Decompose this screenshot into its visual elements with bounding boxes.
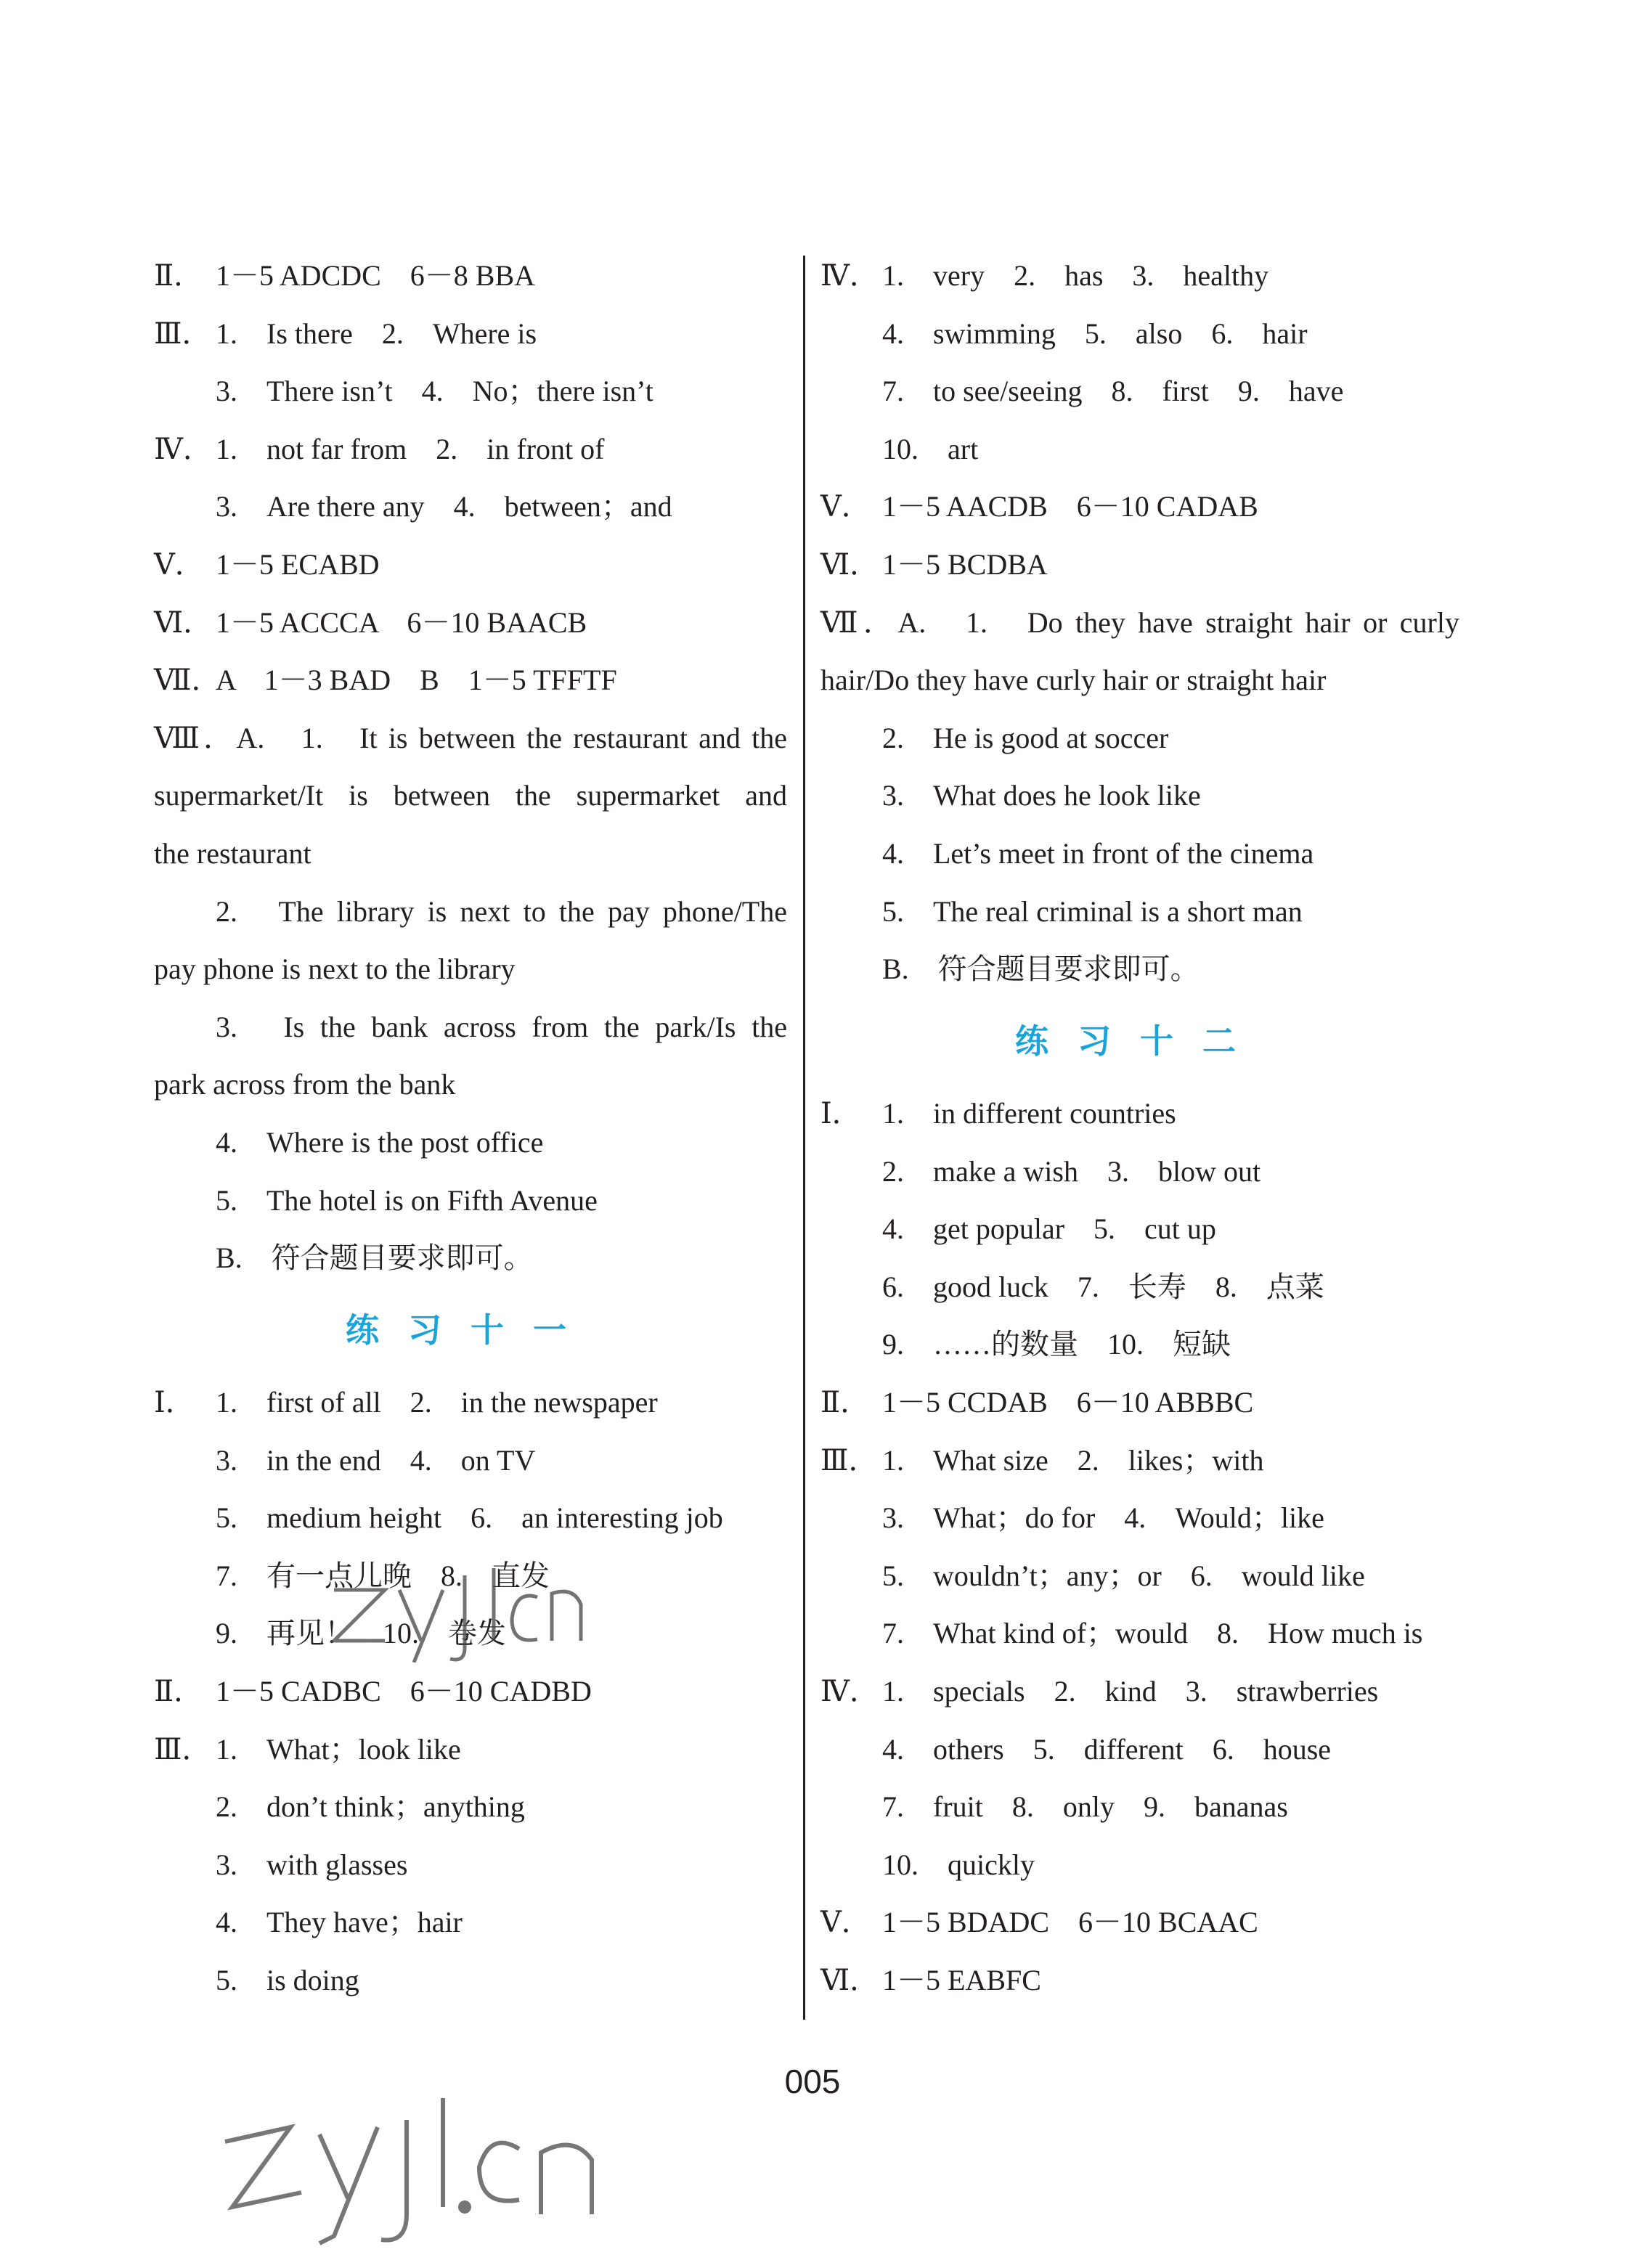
answer-line xyxy=(154,594,787,652)
answer-line xyxy=(820,1315,1459,1374)
section-numeral: Ⅳ． xyxy=(154,432,212,465)
answer-text: 1－5 ADCDC 6－8 BBA xyxy=(216,259,536,292)
answer-text: 1. What；look like xyxy=(216,1732,461,1766)
answer-line xyxy=(154,1951,787,2010)
answer-line xyxy=(820,1143,1459,1201)
answer-text: 7. 有一点儿晚 8. 直发 xyxy=(216,1559,550,1592)
answer-line xyxy=(820,362,1459,420)
answer-line xyxy=(154,1489,787,1547)
answer-line xyxy=(820,1258,1459,1316)
watermark-inline xyxy=(319,1561,595,1663)
answer-line xyxy=(820,1547,1459,1605)
answer-line xyxy=(820,478,1459,536)
watermark-logo xyxy=(211,2091,617,2251)
answer-line xyxy=(154,940,787,998)
answer-text: 7. to see/seeing 8. first 9. have xyxy=(882,375,1344,408)
section-numeral: Ⅵ． xyxy=(820,1964,879,1997)
answer-text: 1. Is there 2. Where is xyxy=(216,317,537,350)
answer-text: 1－5 BCDBA xyxy=(882,547,1048,581)
answer-line xyxy=(820,1893,1459,1951)
answer-line xyxy=(820,536,1459,594)
answer-text: 3. What does he look like xyxy=(882,779,1201,812)
section-numeral: Ⅳ． xyxy=(820,1675,879,1708)
answer-text: 1. What size 2. likes；with xyxy=(882,1443,1264,1477)
answer-line xyxy=(820,825,1459,883)
answer-line xyxy=(154,1778,787,1836)
answer-line xyxy=(154,478,787,536)
answer-text: Ⅶ．A. 1. Do they have straight hair or curly xyxy=(820,605,1459,639)
answer-text: 6. good luck 7. 长寿 8. 点菜 xyxy=(882,1270,1324,1303)
answer-line xyxy=(154,362,787,420)
answer-line xyxy=(154,1229,787,1287)
answer-line xyxy=(154,1432,787,1490)
answer-line xyxy=(154,651,787,709)
section-numeral: Ⅲ． xyxy=(820,1443,878,1477)
answer-line xyxy=(154,1663,787,1721)
answer-line xyxy=(154,1114,787,1172)
answer-text: 1－5 CCDAB 6－10 ABBBC xyxy=(882,1386,1254,1419)
section-numeral: Ⅵ． xyxy=(820,547,879,581)
answer-text: 1－5 BDADC 6－10 BCAAC xyxy=(882,1906,1258,1939)
section-numeral: Ⅱ． xyxy=(820,1386,870,1419)
answer-line xyxy=(820,594,1459,652)
answer-line xyxy=(820,940,1459,998)
answer-line xyxy=(820,1778,1459,1836)
answer-line xyxy=(820,1489,1459,1547)
answer-line xyxy=(820,709,1459,767)
right-answer-column xyxy=(820,247,1459,2010)
answer-line xyxy=(820,305,1459,363)
answer-text: 1. specials 2. kind 3. strawberries xyxy=(882,1675,1379,1708)
answer-text: 4. get popular 5. cut up xyxy=(882,1212,1216,1246)
answer-text: 1－5 CADBC 6－10 CADBD xyxy=(216,1675,592,1708)
answer-line xyxy=(820,247,1459,305)
answer-text: 1. first of all 2. in the newspaper xyxy=(216,1386,658,1419)
answer-line xyxy=(154,305,787,363)
answer-text: park across from the bank xyxy=(154,1068,456,1101)
answer-line xyxy=(820,420,1459,478)
answer-line xyxy=(820,1663,1459,1721)
answer-text: 9. 再见！ 10. 卷发 xyxy=(216,1617,506,1650)
answer-text: 1. not far from 2. in front of xyxy=(216,432,605,465)
answer-text: 3. There isn’t 4. No；there isn’t xyxy=(216,375,653,408)
answer-text: supermarket/It is between the supermarket and xyxy=(154,779,787,812)
answer-text: 4. They have；hair xyxy=(216,1906,463,1939)
answer-line xyxy=(154,1893,787,1951)
answer-text: 4. others 5. different 6. house xyxy=(882,1732,1332,1766)
answer-text: 5. medium height 6. an interesting job xyxy=(216,1501,723,1535)
answer-line xyxy=(820,1200,1459,1258)
answer-text: 4. swimming 5. also 6. hair xyxy=(882,317,1308,350)
section-numeral: Ⅴ． xyxy=(154,547,204,581)
answer-text: 1－5 EABFC xyxy=(882,1964,1041,1997)
answer-text: 1. in different countries xyxy=(882,1097,1176,1130)
answer-line xyxy=(154,1721,787,1779)
answer-line xyxy=(154,1056,787,1114)
answer-line xyxy=(154,1836,787,1894)
answer-line xyxy=(820,1836,1459,1894)
answer-text: 1－5 ECABD xyxy=(216,547,380,581)
answer-line xyxy=(820,1604,1459,1663)
section-numeral: Ⅰ． xyxy=(154,1386,195,1419)
answer-line xyxy=(154,709,787,767)
answer-text: 2. He is good at soccer xyxy=(882,721,1169,754)
answer-text: 5. The hotel is on Fifth Avenue xyxy=(216,1183,598,1217)
answer-line xyxy=(820,1374,1459,1432)
answer-text: 2. The library is next to the pay phone/The xyxy=(216,894,787,928)
answer-text: 3. in the end 4. on TV xyxy=(216,1443,536,1477)
answer-text: Ⅷ．A. 1. It is between the restaurant and the xyxy=(154,721,787,754)
answer-text: 2. don’t think；anything xyxy=(216,1790,525,1824)
answer-text: 1－5 ACCCA 6－10 BAACB xyxy=(216,605,587,639)
answer-text: 4. Let’s meet in front of the cinema xyxy=(882,836,1314,870)
answer-text: 9. ……的数量 10. 短缺 xyxy=(882,1328,1231,1361)
answer-text: 5. wouldn’t；any；or 6. would like xyxy=(882,1559,1365,1592)
answer-text: 5. The real criminal is a short man xyxy=(882,894,1303,928)
answer-text: pay phone is next to the library xyxy=(154,953,516,986)
answer-line xyxy=(820,651,1459,709)
answer-text: 3. with glasses xyxy=(216,1848,408,1881)
answer-text: 1. very 2. has 3. healthy xyxy=(882,259,1269,292)
answer-line xyxy=(154,883,787,941)
answer-line xyxy=(820,1951,1459,2010)
section-numeral: Ⅲ． xyxy=(154,1732,211,1766)
answer-text: 3. What；do for 4. Would；like xyxy=(882,1501,1324,1535)
answer-text: 7. What kind of；would 8. How much is xyxy=(882,1617,1423,1650)
answer-text: 7. fruit 8. only 9. bananas xyxy=(882,1790,1288,1824)
answer-text: the restaurant xyxy=(154,836,311,870)
answer-line xyxy=(820,1721,1459,1779)
answer-line xyxy=(820,1432,1459,1490)
answer-text: B. 符合题目要求即可。 xyxy=(882,953,1200,986)
section-numeral: Ⅰ． xyxy=(820,1097,861,1130)
section-numeral: Ⅵ． xyxy=(154,605,213,639)
answer-text: 2. make a wish 3. blow out xyxy=(882,1154,1261,1188)
section-heading: 练习十一 xyxy=(346,1310,595,1350)
answer-text: 1－5 AACDB 6－10 CADAB xyxy=(882,490,1258,523)
left-answer-column xyxy=(154,247,787,2010)
answer-line xyxy=(154,420,787,478)
page-number: 005 xyxy=(784,2063,841,2100)
section-numeral: Ⅱ． xyxy=(154,259,203,292)
section-numeral: Ⅴ． xyxy=(820,1906,871,1939)
answer-text: A 1－3 BAD B 1－5 TFFTF xyxy=(216,664,617,697)
answer-line xyxy=(154,536,787,594)
answer-line xyxy=(154,247,787,305)
answer-line xyxy=(820,767,1459,825)
answer-text: 5. is doing xyxy=(216,1964,359,1997)
section-numeral: Ⅶ． xyxy=(154,664,221,697)
answer-text: 10. quickly xyxy=(882,1848,1035,1881)
section-heading: 练习十二 xyxy=(1015,1021,1265,1061)
answer-text: 4. Where is the post office xyxy=(216,1125,544,1159)
answer-line xyxy=(820,1085,1459,1143)
answer-text: B. 符合题目要求即可。 xyxy=(216,1241,533,1275)
answer-line xyxy=(154,998,787,1056)
column-divider xyxy=(803,256,805,2020)
answer-line xyxy=(820,883,1459,941)
answer-line xyxy=(154,1172,787,1230)
answer-text: hair/Do they have curly hair or straight hair xyxy=(820,664,1327,697)
answer-text: 10. art xyxy=(882,432,979,465)
section-numeral: Ⅲ． xyxy=(154,317,211,350)
answer-line xyxy=(154,1374,787,1432)
section-numeral: Ⅴ． xyxy=(820,490,871,523)
answer-text: 3. Is the bank across from the park/Is the xyxy=(216,1010,787,1043)
answer-text: 3. Are there any 4. between；and xyxy=(216,490,672,523)
answer-line xyxy=(154,767,787,825)
section-numeral: Ⅱ． xyxy=(154,1675,203,1708)
answer-line xyxy=(154,825,787,883)
section-numeral: Ⅳ． xyxy=(820,259,879,292)
